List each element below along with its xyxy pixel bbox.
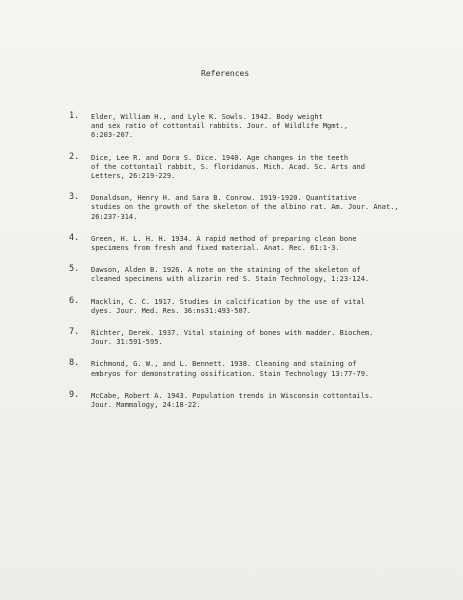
reference-entry — [69, 295, 439, 316]
reference-number: 4. — [69, 232, 80, 243]
reference-text-line: specimens from fresh and fixed material. Anat. Rec. 61:1-3. — [91, 244, 340, 253]
reference-text-line: Elder, William H., and Lyle K. Sowls. 1942. Body weight — [91, 113, 323, 121]
reference-text-line: Letters, 26:219-229. — [91, 172, 176, 181]
reference-number: 6. — [69, 295, 80, 306]
reference-entry — [69, 151, 439, 182]
reference-text-line: Richter, Derek. 1937. Vital staining of bones with madder. Biochem. — [91, 329, 374, 338]
reference-entry — [69, 329, 439, 347]
reference-text-line: Jour. Mammalogy, 24:18-22. — [91, 401, 201, 410]
reference-entry — [69, 389, 439, 410]
reference-text-line: Donaldson, Henry H. and Sara B. Conrow. 1919-1920. Quantitative — [91, 194, 357, 203]
reference-number: 5. — [69, 264, 80, 275]
reference-text-line: Dawson, Alden B. 1926. A note on the staining of the skeleton of — [91, 266, 361, 275]
page-title: References — [201, 69, 250, 78]
reference-text-line: embryos for demonstrating ossification. Stain Technology 13:77-79. — [91, 369, 370, 378]
reference-text-line: and sex ratio of cottontail rabbits. Jour. of Wildlife Mgmt., — [91, 122, 349, 131]
bleed-through-watermark — [12, 480, 152, 580]
reference-entry — [69, 232, 439, 253]
reference-number: 8. — [69, 358, 80, 369]
reference-text-line: studies on the growth of the skeleton of the albino rat. Am. Jour. Anat., — [91, 203, 399, 212]
reference-entry — [69, 194, 439, 222]
reference-entry — [69, 113, 439, 141]
reference-number: 7. — [69, 327, 80, 338]
reference-text-line: 26:237-314. — [91, 212, 138, 221]
reference-number: 3. — [69, 192, 80, 203]
reference-text-line: dyes. Jour. Med. Res. 36:ns31:493-507. — [91, 306, 252, 315]
reference-text-line: of the cottontail rabbit, S. floridanus. Mich. Acad. Sc. Arts and — [91, 162, 365, 171]
reference-text-line: 6:203-207. — [91, 131, 134, 140]
references-list — [69, 113, 439, 423]
reference-text-line: Dice, Lee R. and Dora S. Dice. 1940. Age changes in the teeth — [91, 153, 349, 162]
reference-text-line: Jour. 31:591-595. — [91, 338, 163, 347]
reference-text-line: McCabe, Robert A. 1943. Population trends in Wisconsin cottontails. — [91, 391, 374, 400]
reference-entry — [69, 360, 439, 378]
reference-text-line: Macklin, C. C. 1917. Studies in calcification by the use of vital — [91, 297, 365, 306]
reference-number: 2. — [69, 151, 80, 162]
reference-number: 1. — [69, 111, 80, 121]
reference-number: 9. — [69, 389, 80, 400]
reference-entry — [69, 266, 439, 284]
reference-text-line: Green, H. L. H. H. 1934. A rapid method of preparing clean bone — [91, 234, 357, 243]
reference-text-line: cleaned specimens with alizarin red S. Stain Technology, 1:23-124. — [91, 275, 370, 284]
reference-text-line: Richmond, G. W., and L. Bennett. 1938. Cleaning and staining of — [91, 360, 357, 369]
